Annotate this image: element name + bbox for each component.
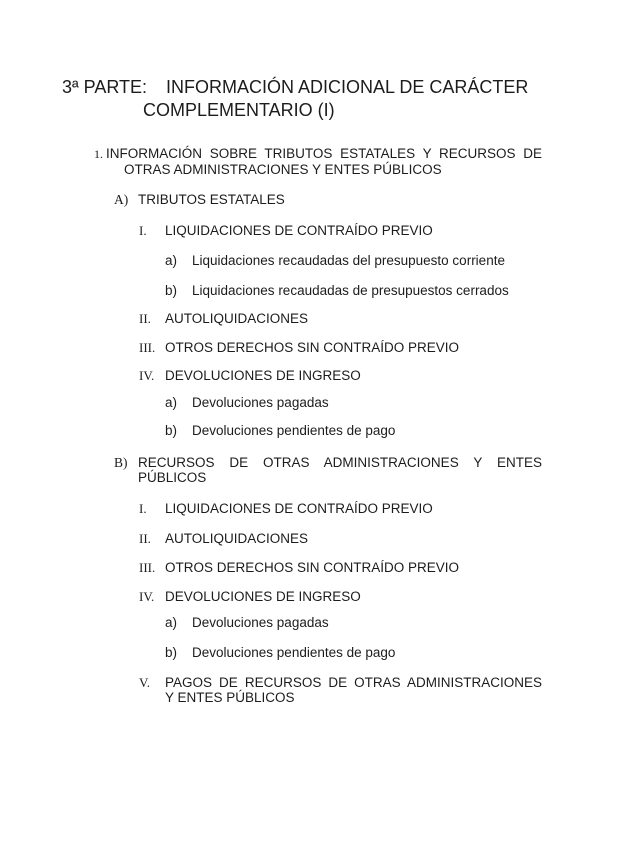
section-a-label: TRIBUTOS ESTATALES [138, 192, 285, 207]
item-a-iv-b [165, 423, 542, 438]
item-a-iv-b-label: Devoluciones pendientes de pago [192, 423, 396, 438]
item-b-iv-b [165, 645, 542, 660]
section-b-label-line2: PÚBLICOS [138, 470, 207, 485]
section-b-label-line1: RECURSOS DE OTRAS ADMINISTRACIONES Y ENTES [138, 455, 542, 470]
item-a-i-b-label: Liquidaciones recaudadas de presupuestos cerrados [192, 283, 509, 298]
part-title [62, 76, 528, 122]
item-a-iv-a-marker: a) [165, 395, 178, 410]
item-b-iv-marker: IV. [139, 589, 155, 604]
item-b-i [139, 501, 542, 516]
item-a-ii-marker: II. [139, 311, 151, 326]
item-a-i-label: LIQUIDACIONES DE CONTRAÍDO PREVIO [165, 223, 433, 238]
section-a-marker: A) [114, 192, 129, 207]
item-a-iv-a [165, 395, 542, 410]
item-b-v-label-line1: PAGOS DE RECURSOS DE OTRAS ADMINISTRACIONES [165, 675, 542, 690]
section-b-heading [114, 455, 542, 485]
item-b-i-label: LIQUIDACIONES DE CONTRAÍDO PREVIO [165, 501, 433, 516]
part-title-marker: 3ª PARTE: [62, 77, 148, 97]
item-a-ii-label: AUTOLIQUIDACIONES [165, 311, 309, 326]
section-b-marker: B) [114, 455, 128, 470]
item-a-i-b [165, 283, 542, 298]
item-a-i-a-marker: a) [165, 253, 178, 268]
item-a-i [139, 223, 542, 238]
part-title-line2: COMPLEMENTARIO (I) [143, 100, 335, 120]
item-b-iv-a [165, 615, 542, 630]
part-title-line1 [62, 76, 528, 99]
item-b-i-marker: I. [139, 501, 147, 516]
item-a-i-b-marker: b) [165, 283, 178, 298]
item-b-iv-a-marker: a) [165, 615, 178, 630]
item-b-iii [139, 560, 542, 575]
item-a-iii-label: OTROS DERECHOS SIN CONTRAÍDO PREVIO [165, 340, 460, 355]
item-b-iii-marker: III. [139, 560, 156, 575]
item-b-v-label-line2: Y ENTES PÚBLICOS [165, 690, 295, 705]
item-a-iv [139, 368, 542, 383]
item-a-iii [139, 340, 542, 355]
item-1-text-line1: INFORMACIÓN SOBRE TRIBUTOS ESTATALES Y RECURSOS DE [106, 146, 542, 161]
item-a-i-a [165, 253, 542, 268]
item-a-iv-a-label: Devoluciones pagadas [192, 395, 329, 410]
item-a-iv-marker: IV. [139, 368, 155, 383]
item-a-ii [139, 311, 542, 326]
item-1-marker: 1. [94, 147, 103, 161]
item-b-iii-label: OTROS DERECHOS SIN CONTRAÍDO PREVIO [165, 560, 460, 575]
item-b-ii [139, 531, 542, 546]
item-b-v-marker: V. [139, 675, 150, 690]
item-a-iii-marker: III. [139, 340, 156, 355]
item-a-i-marker: I. [139, 223, 147, 238]
item-1-text-line2: OTRAS ADMINISTRACIONES Y ENTES PÚBLICOS [124, 162, 442, 177]
part-title-text: INFORMACIÓN ADICIONAL DE CARÁCTER [166, 77, 529, 97]
item-b-iv [139, 589, 542, 604]
item-b-iv-b-marker: b) [165, 645, 178, 660]
item-a-iv-label: DEVOLUCIONES DE INGRESO [165, 368, 361, 383]
section-a-heading [114, 192, 542, 207]
item-a-iv-b-marker: b) [165, 423, 178, 438]
item-b-v [139, 675, 542, 705]
item-a-i-a-label: Liquidaciones recaudadas del presupuesto corriente [192, 253, 505, 268]
item-b-ii-marker: II. [139, 531, 151, 546]
outline-item-1 [94, 146, 542, 177]
item-b-iv-b-label: Devoluciones pendientes de pago [192, 645, 396, 660]
item-b-ii-label: AUTOLIQUIDACIONES [165, 531, 309, 546]
item-b-iv-a-label: Devoluciones pagadas [192, 615, 329, 630]
item-b-iv-label: DEVOLUCIONES DE INGRESO [165, 589, 361, 604]
